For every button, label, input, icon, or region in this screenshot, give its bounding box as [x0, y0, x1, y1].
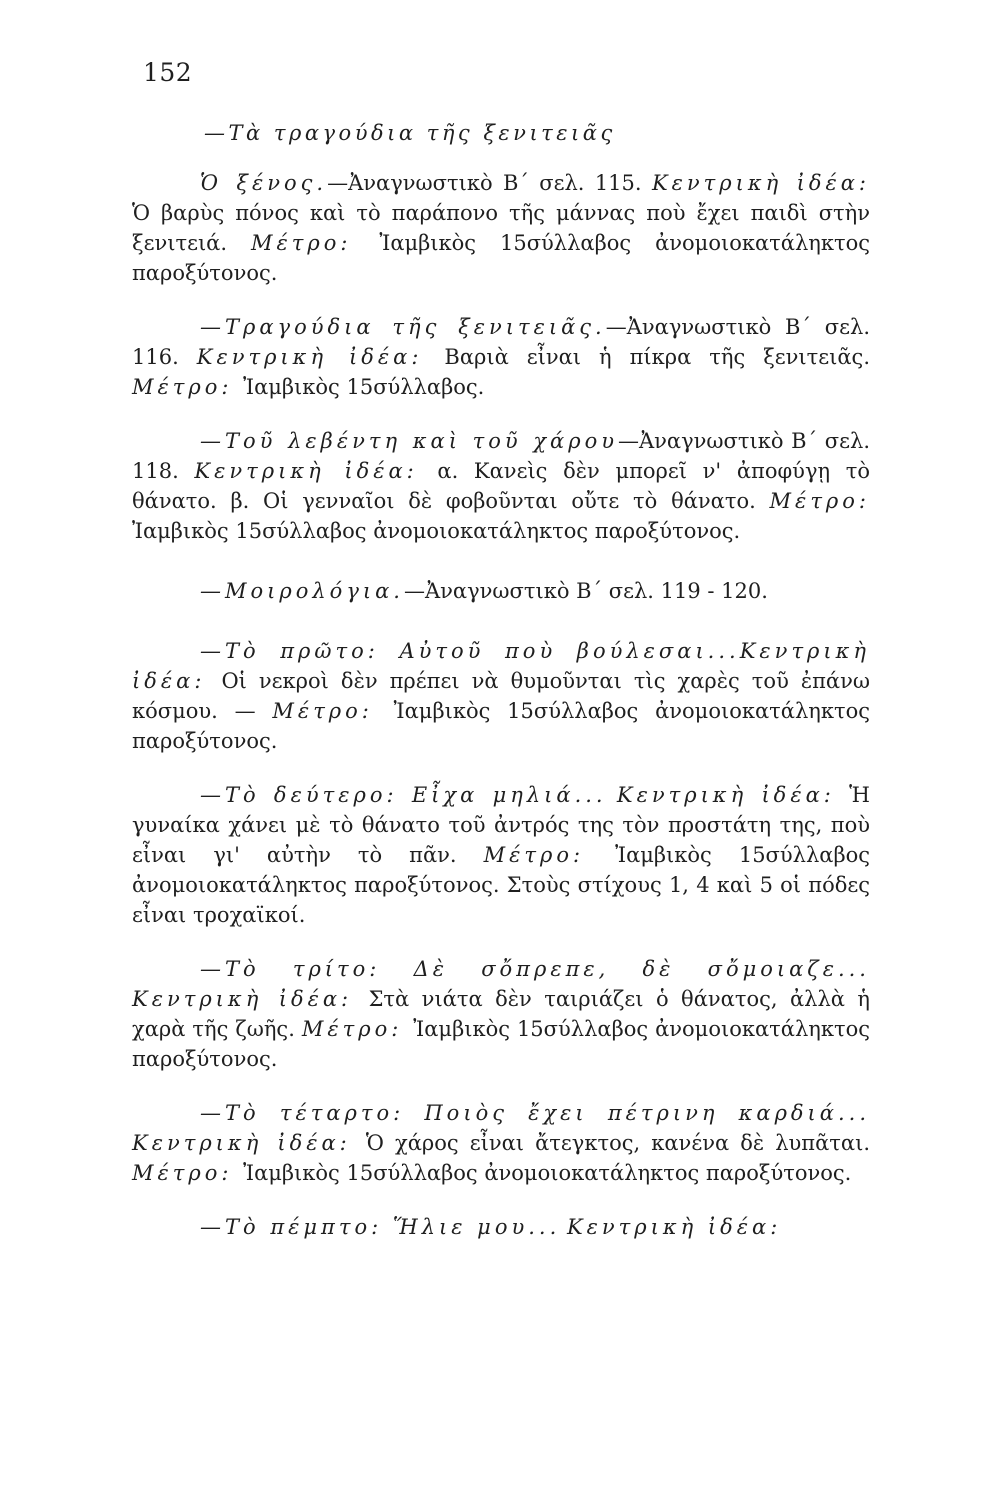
entry-title: —Τὸ τρίτο: Δὲ σὄπρεπε, δὲ σὄμοιαζε...: [200, 957, 870, 981]
metro-text: Ἰαμβικὸς 15σύλλαβος ἀνομοιοκατάληκτος παροξύτονος.: [132, 699, 870, 753]
entry-pempto: [132, 1212, 870, 1242]
metro-text: Ἰαμβικὸς 15σύλλαβος ἀνομοιοκατάληκτος παροξύτονος.: [132, 231, 870, 285]
idea-label: Κεντρικὴ ἰδέα:: [616, 783, 850, 807]
idea-label: Κεντρικὴ ἰδέα:: [651, 171, 870, 195]
entry-proto: [132, 636, 870, 756]
entry-deftero: [132, 780, 870, 930]
entry-reference: —Ἀναγνωστικὸ Β΄ σελ. 115.: [327, 171, 652, 195]
idea-label: Κεντρικὴ ἰδέα:: [132, 1131, 366, 1155]
entry-title: —Μοιρολόγια.: [200, 579, 404, 603]
idea-label: Κεντρικὴ ἰδέα:: [194, 459, 438, 483]
entry-title: —Τὸ πέμπτο: Ἥλιε μου...: [200, 1215, 561, 1239]
metro-text: Ἰαμβικὸς 15σύλλαβος ἀνομοιοκατάληκτος παροξύτονος.: [132, 1017, 870, 1071]
metro-label: Μέτρο:: [132, 375, 244, 399]
entry-title: —Τραγούδια τῆς ξενιτειᾶς.: [200, 315, 606, 339]
entry-trito: [132, 954, 870, 1074]
idea-text: Ὁ χάρος εἶναι ἄτεγκτος, κανένα δὲ λυπᾶται.: [365, 1131, 870, 1155]
idea-label: Κεντρικὴ ἰδέα:: [566, 1215, 782, 1239]
entry-title: Ὁ ξένος.: [200, 171, 328, 195]
entry-reference: —Ἀναγνωστικὸ Β΄ σελ. 116.: [132, 315, 870, 369]
metro-text: Ἰαμβικὸς 15σύλλαβος ἀνομοιοκατάληκτος παροξύτονος.: [243, 1161, 852, 1185]
metro-text: Ἰαμβικὸς 15σύλλαβος ἀνομοιοκατάληκτος παροξύτονος. Στοὺς στίχους 1, 4 καὶ 5 οἱ πόδες εἶναι τροχαϊκοί.: [132, 843, 870, 927]
idea-text: α. Κανεὶς δὲν μπορεῖ ν' ἀποφύγῃ τὸ θάνατο. β. Οἱ γενναῖοι δὲ φοβοῦνται οὔτε τὸ θάνατο.: [132, 459, 870, 513]
entry-tetarto: [132, 1098, 870, 1188]
entry-title: —Τὸ πρῶτο: Αὐτοῦ ποὺ βούλεσαι...: [200, 639, 740, 663]
metro-text: Ἰαμβικὸς 15σύλλαβος ἀνομοιοκατάληκτος παροξύτονος.: [132, 519, 741, 543]
metro-label: Μέτρο:: [250, 231, 380, 255]
entry-spacer: [607, 783, 617, 807]
entry-xenos: [132, 168, 870, 288]
idea-text: Ὁ βαρὺς πόνος καὶ τὸ παράπονο τῆς μάννας ποὺ ἔχει παιδὶ στὴν ξενιτειά.: [132, 201, 870, 255]
entry-title: —Τοῦ λεβέντη καὶ τοῦ χάρου: [200, 429, 618, 453]
idea-text: Ἡ γυναίκα χάνει μὲ τὸ θάνατο τοῦ ἀντρός της τὸν προστάτη της, ποὺ εἶναι γι' αὐτὴν τὸ πᾶν.: [132, 783, 870, 867]
metro-label: Μέτρο:: [301, 1017, 414, 1041]
idea-text: Στὰ νιάτα δὲν ταιριάζει ὁ θάνατος, ἀλλὰ ἡ χαρὰ τῆς ζωῆς.: [132, 987, 870, 1041]
entry-tragoudia-xeniteias: [132, 312, 870, 402]
metro-label: Μέτρο:: [272, 699, 394, 723]
metro-label: Μέτρο:: [769, 489, 870, 513]
idea-label: Κεντρικὴ ἰδέα:: [132, 639, 870, 693]
entry-reference: —Ἀναγνωστικὸ Β΄ σελ. 118.: [132, 429, 870, 483]
entry-moirologia: [132, 576, 870, 606]
entry-spacer: [560, 1215, 567, 1239]
page-number: 152: [143, 58, 193, 87]
idea-text: Βαριὰ εἶναι ἡ πίκρα τῆς ξενιτειᾶς.: [444, 345, 870, 369]
entry-reference: —Ἀναγνωστικὸ Β΄ σελ. 119 - 120.: [403, 579, 768, 603]
idea-label: Κεντρικὴ ἰδέα:: [132, 987, 369, 1011]
entry-title: —Τὸ δεύτερο: Εἶχα μηλιά...: [200, 783, 607, 807]
entry-leventi-charou: [132, 426, 870, 546]
page-body: [132, 118, 870, 1242]
metro-text: Ἰαμβικὸς 15σύλλαβος.: [243, 375, 485, 399]
idea-text: Οἱ νεκροὶ δὲν πρέπει νὰ θυμοῦνται τὶς χαρὲς τοῦ ἐπάνω κόσμου. —: [132, 669, 871, 723]
idea-label: Κεντρικὴ ἰδέα:: [196, 345, 445, 369]
metro-label: Μέτρο:: [483, 843, 616, 867]
metro-label: Μέτρο:: [132, 1161, 244, 1185]
entry-title: —Τὸ τέταρτο: Ποιὸς ἔχει πέτρινη καρδιά...: [200, 1101, 870, 1125]
section-heading: —Τὰ τραγούδια τῆς ξενιτειᾶς: [204, 121, 616, 145]
